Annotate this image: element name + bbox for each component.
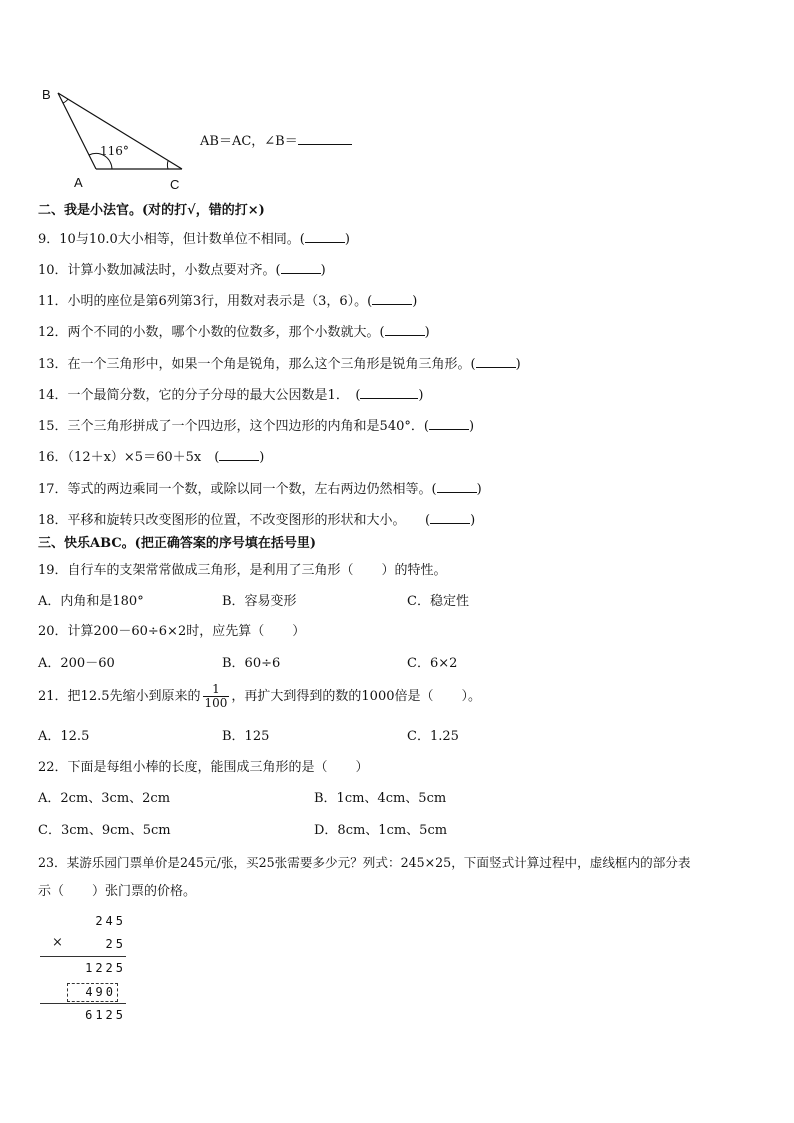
q18-close: ) <box>470 513 476 528</box>
q20-stem <box>38 624 305 640</box>
q12 <box>38 323 430 341</box>
q13 <box>38 355 521 373</box>
angle-c-arc <box>167 161 168 169</box>
q19-option-c[interactable]: C．稳定性 <box>407 594 469 609</box>
q21-stem <box>38 682 481 712</box>
q16-text: 16．（12＋x）×5＝60＋5x ( <box>38 450 220 465</box>
vertex-a-label: A <box>74 175 83 190</box>
q16-answer-blank[interactable] <box>219 448 259 461</box>
q14-answer-blank[interactable] <box>360 386 418 399</box>
q9-text: 9．10与10.0大小相等，但计数单位不相同。( <box>38 232 305 247</box>
q22-option-b[interactable]: B．1cm、4cm、5cm <box>314 791 447 806</box>
q11-answer-blank[interactable] <box>372 292 412 305</box>
q20-option-c[interactable]: C．6×2 <box>407 656 458 671</box>
triangle-caption <box>200 130 352 149</box>
q11 <box>38 292 417 310</box>
q23-line2-a: 示（ <box>38 884 65 899</box>
q22-stem-b: ） <box>355 760 369 775</box>
q22-option-c[interactable]: C．3cm、9cm、5cm <box>38 823 171 838</box>
fraction-one-hundredth <box>203 683 230 710</box>
q16 <box>38 448 264 466</box>
q22-option-a[interactable]: A．2cm、3cm、2cm <box>38 791 171 806</box>
q23-line2 <box>38 884 196 900</box>
q11-close: ) <box>412 294 418 309</box>
calc-row-25: 25 <box>105 937 126 951</box>
q10 <box>38 261 326 279</box>
section2-title: 二、我是小法官。(对的打√，错的打×) <box>38 203 265 218</box>
q13-close: ) <box>515 357 521 372</box>
q13-answer-blank[interactable] <box>476 355 516 368</box>
q14-text: 14．一个最简分数，它的分子分母的最大公因数是1． ( <box>38 388 361 403</box>
calc-row-490: 490 <box>85 985 116 999</box>
q17-answer-blank[interactable] <box>437 480 477 493</box>
q21-stem-b: ，再扩大到得到的数的1000倍是（ <box>231 689 434 704</box>
q15-close: ) <box>468 419 475 434</box>
triangle-caption-text: AB＝AC，∠B＝ <box>200 134 298 149</box>
q19-stem <box>38 563 447 579</box>
q18-text: 18．平移和旋转只改变图形的位置，不改变图形的形状和大小。 ( <box>38 513 431 528</box>
q12-answer-blank[interactable] <box>385 323 425 336</box>
vertex-b-label: B <box>42 87 51 102</box>
q19-option-a[interactable]: A．内角和是180° <box>38 594 144 609</box>
q21-stem-c: ）。 <box>461 689 482 704</box>
calc-row-6125: 6125 <box>85 1008 126 1022</box>
q9-answer-blank[interactable] <box>305 230 345 243</box>
fraction-denominator: 100 <box>204 696 228 710</box>
q12-close: ) <box>424 325 430 340</box>
q9 <box>38 230 350 248</box>
angle-b-arc <box>63 99 68 103</box>
q15-answer-blank[interactable] <box>429 417 469 430</box>
q10-close: ) <box>320 263 326 278</box>
calc-times-sign: × <box>52 935 63 950</box>
q16-close: ) <box>259 450 265 465</box>
q15 <box>38 417 474 435</box>
q21-option-b[interactable]: B．125 <box>222 729 270 744</box>
calc-rule-2 <box>40 1003 126 1004</box>
q13-text: 13．在一个三角形中，如果一个角是锐角，那么这个三角形是锐角三角形。( <box>38 357 476 372</box>
q22-option-d[interactable]: D．8cm、1cm、5cm <box>314 823 448 838</box>
q12-text: 12．两个不同的小数，哪个小数的位数多，那个小数就大。( <box>38 325 385 340</box>
q20-option-a[interactable]: A．200－60 <box>38 656 115 671</box>
calc-row-245: 245 <box>95 914 126 928</box>
section3-title: 三、快乐ABC。(把正确答案的序号填在括号里) <box>38 536 316 551</box>
calc-row-1225: 1225 <box>85 961 126 975</box>
q22-stem <box>38 760 369 776</box>
q23-line1: 23．某游乐园门票单价是245元/张，买25张需要多少元？列式：245×25，下面竖式计算过程中，虚线框内的部分表 <box>38 855 691 870</box>
q10-answer-blank[interactable] <box>281 261 321 274</box>
q14-close: ) <box>418 388 424 403</box>
q19-stem-b: ）的特性。 <box>381 563 447 578</box>
q19-option-b[interactable]: B．容易变形 <box>222 594 297 609</box>
q18-answer-blank[interactable] <box>430 511 470 524</box>
angle-116-label: 116° <box>100 144 129 158</box>
q19-stem-a: 19．自行车的支架常常做成三角形，是利用了三角形（ <box>38 563 354 578</box>
q18 <box>38 511 475 529</box>
q14 <box>38 386 423 404</box>
q15-text: 15．三个三角形拼成了一个四边形，这个四边形的内角和是540°．( <box>38 419 429 434</box>
fraction-numerator: 1 <box>212 682 220 696</box>
q10-text: 10．计算小数加减法时，小数点要对齐。( <box>38 263 281 278</box>
q23-line2-b: ）张门票的价格。 <box>92 884 197 899</box>
q20-stem-a: 20．计算200－60÷6×2时，应先算（ <box>38 624 265 639</box>
q21-stem-a: 21．把12.5先缩小到原来的 <box>38 689 201 704</box>
answer-blank-angle-b[interactable] <box>298 132 352 145</box>
q11-text: 11．小明的座位是第6列第3行，用数对表示是（3，6）。( <box>38 294 373 309</box>
q17-text: 17．等式的两边乘同一个数，或除以同一个数，左右两边仍然相等。( <box>38 482 437 497</box>
q22-stem-a: 22．下面是每组小棒的长度，能围成三角形的是（ <box>38 760 328 775</box>
vertex-c-label: C <box>170 177 180 192</box>
q17 <box>38 480 482 498</box>
q17-close: ) <box>476 482 482 497</box>
q20-stem-b: ） <box>292 624 306 639</box>
q9-close: ) <box>344 232 350 247</box>
q21-option-a[interactable]: A．12.5 <box>38 729 90 744</box>
q20-option-b[interactable]: B．60÷6 <box>222 656 281 671</box>
q21-option-c[interactable]: C．1.25 <box>407 729 459 744</box>
calc-rule-1 <box>40 956 126 957</box>
